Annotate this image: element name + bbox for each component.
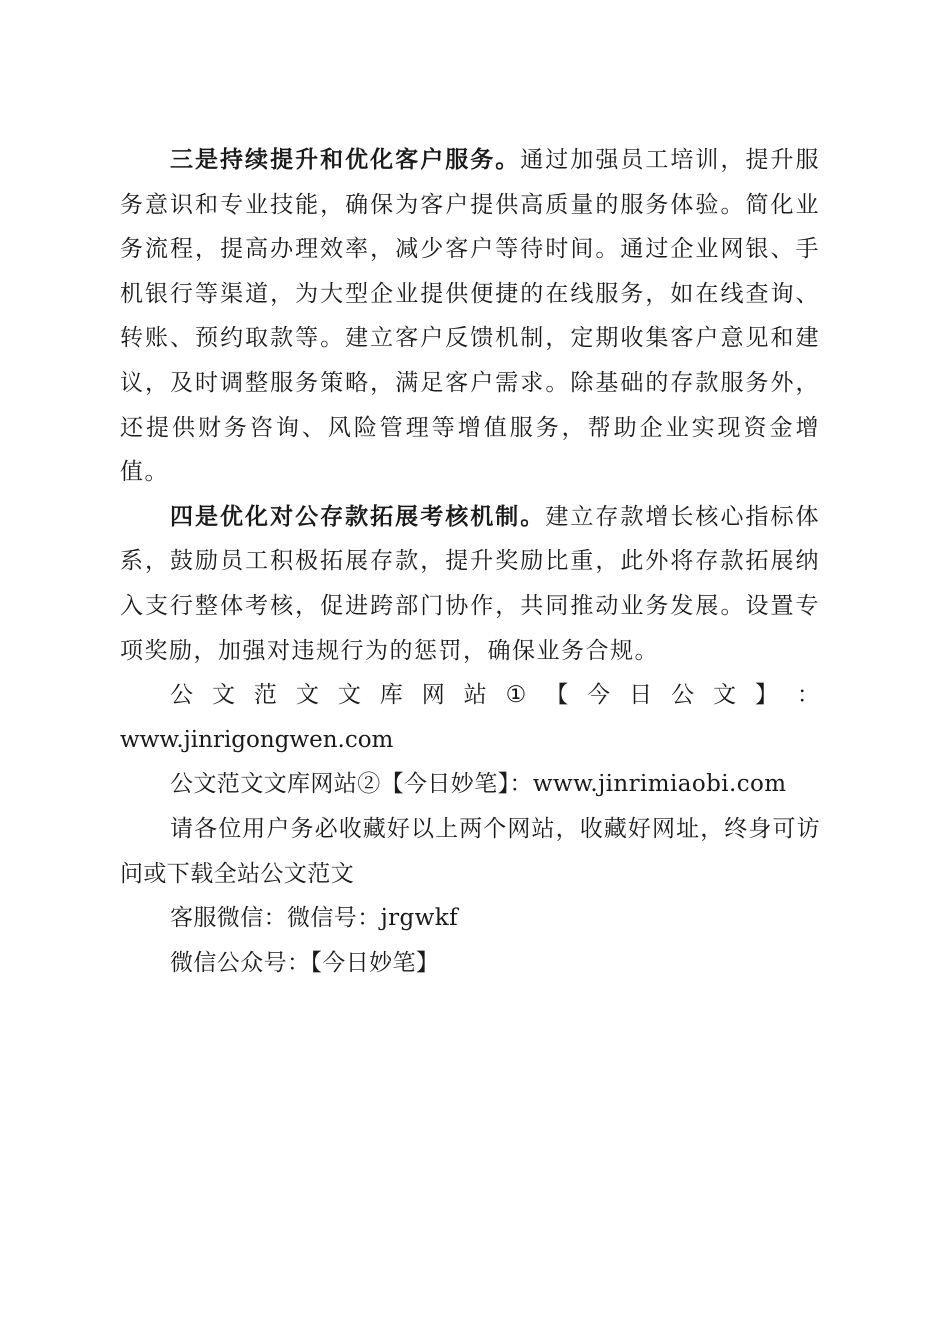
site1-label-char: 今 bbox=[587, 682, 611, 709]
paragraph-heading: 四是优化对公存款拓展考核机制。 bbox=[170, 502, 546, 530]
notice-text: 请各位用户务必收藏好以上两个网站，收藏好网址，终身可访问或下载全站公文范文 bbox=[120, 815, 820, 887]
paragraph-body: 建立存款增长核心指标体系，鼓励员工积极拓展存款，提升奖励比重，此外将存款拓展纳入支行整体考核，促进跨部门协作，共同推动业务发展。设置专项奖励，加强对违规行为的惩罚，确保业务合规。 bbox=[120, 503, 821, 664]
site1-label-char: 公 bbox=[170, 682, 193, 709]
site1-label-char: 文 bbox=[211, 682, 235, 709]
paragraph-customer-service bbox=[120, 138, 820, 495]
site1-label-line bbox=[120, 673, 820, 718]
paragraph-body: 通过加强员工培训，提升服务意识和专业技能，确保为客户提供高质量的服务体验。简化业务流程，提高办理效率，减少客户等待时间。通过企业网银、手机银行等渠道，为大型企业提供便捷的在线服务，如在线查询、转账、预约取款等。建立客户反馈机制，定期收集客户意见和建议，及时调整服务策略，满足客户需求。除基础的存款服务外，还提供财务咨询、风险管理等增值服务，帮助企业实现资金增值。 bbox=[120, 147, 821, 486]
paragraph-assessment-mechanism bbox=[120, 495, 820, 673]
site1-label-char: ① bbox=[505, 682, 527, 709]
site1-label-char: 范 bbox=[253, 682, 277, 709]
document-page bbox=[120, 138, 820, 985]
site1-label-char: 网 bbox=[421, 682, 445, 709]
site2-line: 公文范文文库网站②【今日妙笔】：www.jinrimiaobi.com bbox=[170, 771, 787, 798]
official-account: 微信公众号：【今日妙笔】 bbox=[170, 949, 440, 976]
paragraph-heading: 三是持续提升和优化客户服务。 bbox=[170, 146, 521, 173]
site1-label-char: 库 bbox=[379, 682, 403, 709]
site1-label-char: 【 bbox=[545, 682, 569, 709]
site1-label-char: 】 bbox=[754, 682, 778, 709]
wechat-contact: 客服微信：微信号：jrgwkf bbox=[170, 905, 458, 932]
site1-url[interactable]: www.jinrigongwen.com bbox=[120, 726, 394, 753]
site1-label-char: 文 bbox=[713, 682, 737, 709]
site1-label-char: ： bbox=[796, 682, 820, 709]
site1-label-char: 文 bbox=[337, 682, 361, 709]
site1-label-char: 站 bbox=[463, 682, 487, 709]
site1-label-char: 文 bbox=[295, 682, 319, 709]
site1-label-char: 日 bbox=[629, 682, 653, 709]
site1-label-char: 公 bbox=[671, 682, 695, 709]
